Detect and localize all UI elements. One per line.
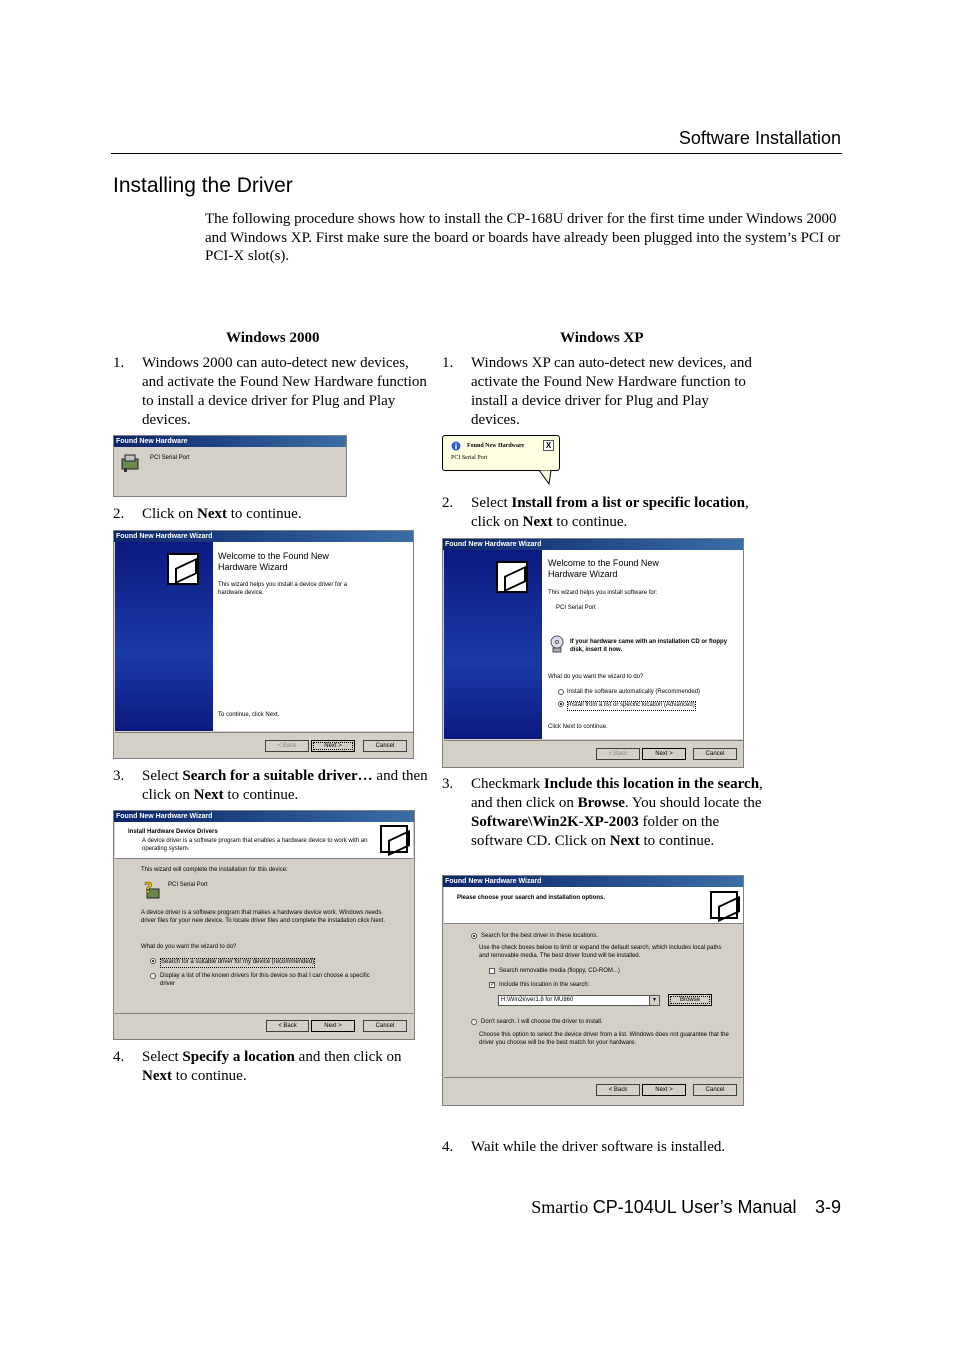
back-button[interactable]: < Back <box>596 1084 640 1096</box>
wizard-continue-text: To continue, click Next. <box>218 712 280 718</box>
close-icon[interactable]: X <box>543 440 554 451</box>
hardware-icon <box>120 453 142 473</box>
question-device-icon <box>141 879 161 901</box>
install-auto-option[interactable]: Install the software automatically (Recommended) <box>567 689 701 695</box>
search-driver-radio[interactable] <box>150 958 156 964</box>
next-button[interactable]: Next > <box>311 740 355 752</box>
dont-search-radio[interactable] <box>471 1019 477 1025</box>
search-driver-option[interactable]: Search for a suitable driver for my device (recommended) <box>160 958 315 968</box>
winxp-heading: Windows XP <box>560 330 644 346</box>
browse-button[interactable]: Browse <box>668 994 712 1006</box>
win2000-welcome-wizard-screenshot <box>113 530 414 759</box>
wizard-hardware-icon <box>710 891 738 919</box>
search-best-option[interactable]: Search for the best driver in these locations. <box>481 933 599 939</box>
cancel-button[interactable]: Cancel <box>363 740 407 752</box>
wizard-separator <box>444 1077 743 1078</box>
header-separator <box>444 923 743 924</box>
wizard-separator <box>444 740 743 741</box>
wizard-description: This wizard helps you install software for: <box>548 590 658 596</box>
location-path-value: H:\Win2k\ver1.8 for MU860 <box>501 997 574 1003</box>
window-titlebar: Found New Hardware Wizard <box>443 876 743 887</box>
cancel-button[interactable]: Cancel <box>693 748 737 760</box>
include-location-checkbox[interactable]: ✓ <box>490 982 496 988</box>
wizard-hardware-icon <box>167 553 199 585</box>
cd-icon <box>550 635 564 653</box>
chevron-down-icon[interactable]: ▼ <box>649 996 659 1005</box>
dont-search-option[interactable]: Don't search. I will choose the driver to install. <box>481 1019 603 1025</box>
wizard-separator <box>115 732 413 733</box>
header-separator <box>115 858 413 859</box>
window-titlebar: Found New Hardware Wizard <box>443 539 743 550</box>
cancel-button[interactable]: Cancel <box>693 1084 737 1096</box>
include-location-label[interactable]: Include this location in the search: <box>499 982 590 988</box>
wizard-hardware-icon <box>380 825 408 853</box>
device-name: PCI Serial Port <box>168 882 208 888</box>
install-auto-radio[interactable] <box>558 689 564 695</box>
removable-media-checkbox[interactable] <box>489 968 495 974</box>
next-button[interactable]: Next > <box>642 748 686 760</box>
win2000-found-hardware-screenshot <box>113 435 347 497</box>
header-rule <box>111 153 842 154</box>
page-number: 3-9 <box>814 1197 841 1217</box>
wizard-hardware-icon <box>496 561 528 593</box>
wizard-question: What do you want the wizard to do? <box>141 944 237 950</box>
next-button[interactable]: Next > <box>642 1084 686 1096</box>
back-button[interactable]: < Back <box>596 748 640 760</box>
device-name: PCI Serial Port <box>556 605 596 611</box>
intro-paragraph: The following procedure shows how to install the CP-168U driver for the first time under Windows 2000 and Windows XP. First make sure the board or boards have already been plugged into the system’s PCI or PCI-X slot(s). <box>205 211 841 264</box>
wizard-heading: Welcome to the Found New Hardware Wizard <box>548 558 659 579</box>
winxp-search-options-screenshot <box>442 875 744 1106</box>
install-from-list-option[interactable]: Install from a list or specific location (Advanced) <box>567 701 696 711</box>
cd-instruction: If your hardware came with an installation CD or floppy disk, insert it now. <box>570 639 728 653</box>
dont-search-description: Choose this option to select the device driver from a list. Windows does not guarantee that the driver you choose will be the best match for your hardware. <box>479 1032 729 1046</box>
balloon-title: Found New Hardware <box>467 443 525 449</box>
wizard-heading: Install Hardware Device Drivers <box>128 829 218 835</box>
wizard-paragraph: A device driver is a software program that makes a hardware device work. Windows needs driver files for your new device. To locate driver files and complete the installation click Next. <box>141 910 385 924</box>
svg-text:?: ? <box>144 879 153 897</box>
winxp-balloon-screenshot <box>442 435 560 487</box>
window-titlebar: Found New Hardware Wizard <box>114 531 413 542</box>
cancel-button[interactable]: Cancel <box>363 1020 407 1032</box>
wizard-line1: This wizard will complete the installation for this device: <box>141 867 288 873</box>
location-path-input[interactable] <box>498 995 660 1006</box>
winxp-welcome-wizard-screenshot <box>442 538 744 768</box>
wizard-separator <box>115 1013 413 1014</box>
footer-brand: Smartio <box>531 1197 589 1217</box>
wizard-question: What do you want the wizard to do? <box>548 674 644 680</box>
search-best-description: Use the check boxes below to limit or expand the default search, which includes local paths and removable media. The best driver found will be installed. <box>479 945 722 959</box>
display-list-radio[interactable] <box>150 973 156 979</box>
display-list-option[interactable]: Display a list of the known drivers for this device so that I can choose a specific driver <box>160 973 370 987</box>
wizard-header-band <box>444 887 743 923</box>
info-icon <box>451 441 461 451</box>
wizard-continue-text: Click Next to continue. <box>548 724 608 730</box>
page-title: Installing the Driver <box>113 174 293 197</box>
win2000-heading: Windows 2000 <box>226 330 320 346</box>
device-name: PCI Serial Port <box>150 455 190 461</box>
wizard-description: This wizard helps you install a device driver for a hardware device. <box>218 582 348 596</box>
window-titlebar: Found New Hardware Wizard <box>114 811 414 822</box>
device-name: PCI Serial Port <box>451 455 488 461</box>
back-button[interactable]: < Back <box>265 740 309 752</box>
install-from-list-radio[interactable] <box>558 701 564 707</box>
wizard-subheading: A device driver is a software program that enables a hardware device to work with an operating system. <box>142 838 368 852</box>
balloon-pointer <box>539 470 553 486</box>
win2000-install-drivers-screenshot <box>113 810 415 1040</box>
window-titlebar: Found New Hardware <box>114 436 346 447</box>
removable-media-label[interactable]: Search removable media (floppy, CD-ROM...) <box>499 968 620 974</box>
wizard-heading: Welcome to the Found New Hardware Wizard <box>218 551 329 572</box>
footer-product: CP-104UL User’s Manual <box>592 1197 797 1217</box>
next-button[interactable]: Next > <box>311 1020 355 1032</box>
search-best-radio[interactable] <box>471 933 477 939</box>
page-footer <box>0 1197 841 1218</box>
running-header: Software Installation <box>678 128 841 148</box>
wizard-heading: Please choose your search and installation options. <box>457 895 606 901</box>
back-button[interactable]: < Back <box>266 1020 309 1032</box>
